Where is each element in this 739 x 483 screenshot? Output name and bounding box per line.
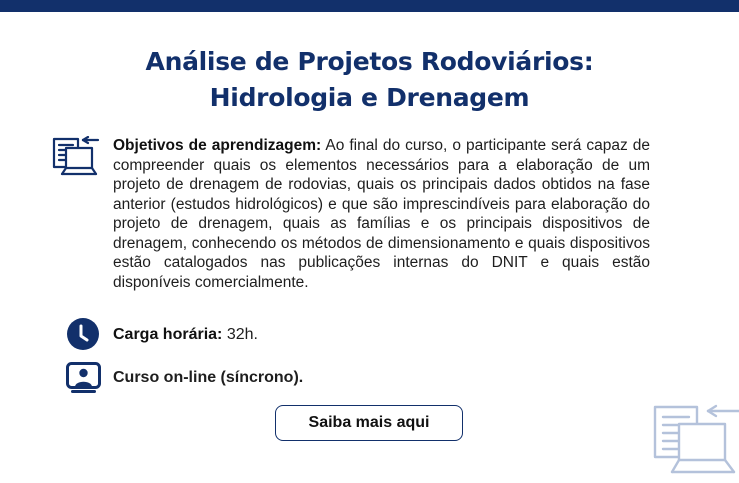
objectives-text: Ao final do curso, o participante será capaz de compreender quais os elementos necessários para a elaboração de um projeto de drenagem de rodovias, quais os principais dados obtidos na fase anterior (estudos hidrológicos) e que são imprescindíveis para elaboração do projeto de drenagem, quais as famílias e os principais dispositivos de drenagem, conhecendo os métodos de dimensionamento e quais dispositivos estão catalogados nas publicações internas do DNIT e quais estão disponíveis comercialmente. — [113, 137, 650, 291]
title-line-1: Análise de Projetos Rodoviários: — [145, 47, 594, 76]
document-computer-decor-icon — [652, 402, 739, 483]
document-computer-icon — [52, 136, 100, 180]
workload-line — [113, 326, 258, 344]
online-class-icon — [66, 362, 101, 394]
objectives-paragraph — [113, 136, 650, 292]
top-bar — [0, 0, 739, 12]
objectives-label: Objetivos de aprendizagem: — [113, 137, 322, 154]
learn-more-button[interactable]: Saiba mais aqui — [275, 405, 463, 441]
workload-value: 32h. — [222, 326, 258, 343]
page-title — [0, 44, 739, 116]
title-line-2: Hidrologia e Drenagem — [209, 83, 530, 112]
format-line: Curso on-line (síncrono). — [113, 369, 304, 386]
clock-icon — [67, 318, 99, 350]
workload-label: Carga horária: — [113, 326, 223, 343]
